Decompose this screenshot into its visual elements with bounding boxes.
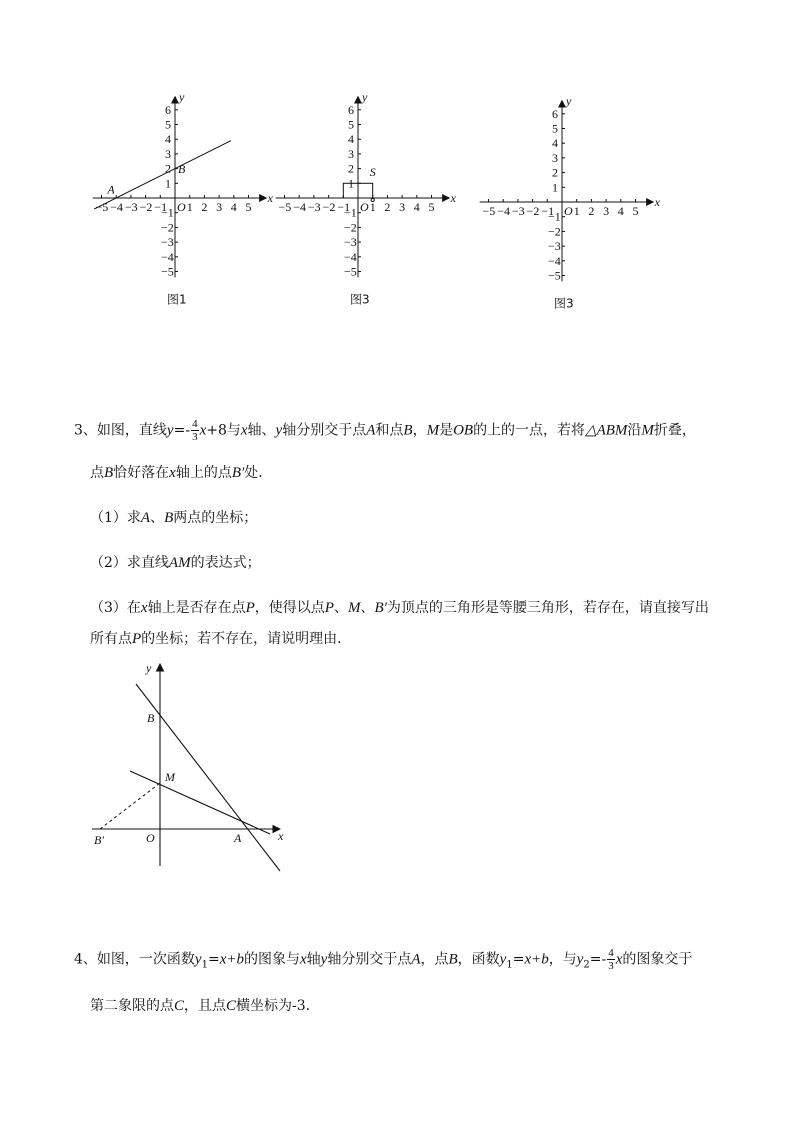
p4-sub2: 2 [583, 959, 590, 971]
y-tick-label: −2 [161, 220, 174, 235]
p3-point-m-2: M [641, 422, 654, 439]
y-tick-label: 6 [552, 106, 558, 121]
p3-x-var: x [199, 422, 207, 439]
y-tick-label: 1 [552, 180, 558, 195]
top-figures [0, 0, 794, 320]
fig-line-am [130, 771, 270, 834]
p4-frac-num: 4 [608, 947, 614, 959]
figure-caption: 图3 [350, 292, 370, 307]
p3-fraction [191, 418, 199, 443]
problem4-line2 [90, 995, 320, 1015]
p3-point-m: M [426, 422, 440, 439]
y-tick-label: −3 [344, 235, 357, 250]
graph-3 [480, 94, 661, 311]
p4-a: 4、如图，一次函数 [74, 951, 195, 968]
p3-intro-g: 是 [439, 422, 454, 439]
p4-l2-a: 第二象限的点 [90, 998, 174, 1014]
x-tick-label: −1 [337, 200, 351, 214]
x-tick-label: 3 [603, 204, 610, 218]
y-tick-label: 3 [348, 146, 354, 161]
problem3-question2 [90, 552, 261, 572]
y-tick-label: −4 [161, 249, 174, 264]
x-tick-label: −5 [95, 200, 109, 214]
problem3-line1 [74, 418, 696, 443]
x-tick-label: 4 [617, 204, 624, 218]
q3-m: M [347, 600, 361, 616]
p4-x: x [299, 951, 307, 968]
q3-p: P [245, 600, 255, 616]
q3-e: 、 [360, 600, 375, 616]
line-ab [94, 141, 231, 209]
p3-x-var-2: x [240, 422, 248, 439]
x-tick-label: 1 [186, 200, 193, 214]
p3-segment-ob: OB [453, 422, 474, 439]
p4-j: =- [589, 951, 607, 968]
fig-label-bprime: B′ [94, 833, 104, 847]
fig-label-b: B [147, 711, 155, 725]
q1-c: 两点的坐标； [173, 510, 258, 526]
fig-label-m: M [165, 770, 175, 784]
p4-point-c: C [174, 998, 185, 1014]
y-tick-label: −2 [344, 220, 357, 235]
x-tick-label: −5 [278, 200, 292, 214]
q3-l2-b: 的坐标；若不存在，请说明理由． [141, 631, 352, 647]
fig-dashed-bprime-m [100, 783, 160, 829]
y-tick-label: −5 [548, 268, 561, 283]
x-tick-label: 1 [573, 204, 580, 218]
p3-triangle: △ABM [585, 422, 628, 439]
p4-point-b: B [448, 951, 458, 968]
y-tick-label: 4 [552, 136, 558, 151]
p3-l2-x: x [169, 465, 176, 481]
x-tick-label: 4 [413, 200, 420, 214]
x-tick-label: 2 [384, 200, 391, 214]
p3-intro-i: 沿 [627, 422, 642, 439]
q3-l2-a: 所有点 [90, 631, 132, 647]
fig-label-x: x [278, 829, 284, 843]
x-tick-label: −2 [526, 204, 540, 218]
y-tick-label: 4 [348, 132, 354, 147]
y-tick-label: 6 [165, 102, 171, 117]
origin-label: O [564, 204, 573, 218]
x-tick-label: 3 [216, 200, 223, 214]
p4-l2-b: ，且点 [184, 998, 227, 1014]
problem3-question3-line2 [90, 628, 351, 648]
x-axis-label: x [654, 195, 660, 209]
p4-point-c2: C [226, 998, 237, 1014]
p4-h: = [512, 951, 525, 968]
y-tick-label: 5 [552, 121, 558, 136]
point-b-label: B [177, 162, 186, 177]
p4-f: ，点 [420, 951, 449, 968]
p4-c: 的图象与 [243, 951, 300, 968]
y-tick-label: 5 [165, 117, 171, 132]
y-tick-label: 3 [552, 150, 558, 165]
p3-y-var: y [166, 422, 174, 439]
p4-y1: y [194, 951, 202, 968]
x-tick-label: 4 [230, 200, 237, 214]
y-tick-label: 4 [165, 132, 171, 147]
x-tick-label: −4 [293, 200, 306, 214]
p3-l2-b-point: B [104, 465, 114, 481]
y-tick-label: −4 [344, 249, 357, 264]
p3-intro-j: 折叠， [653, 422, 696, 439]
fig-line-ab [136, 684, 280, 871]
y-tick-label: −1 [161, 205, 174, 220]
p3-intro-f: ， [412, 422, 427, 439]
q3-bprime: B′ [374, 600, 387, 616]
p3-y-var-2: y [275, 422, 283, 439]
q3-c: ，使得以点 [254, 600, 325, 616]
y-tick-label: −4 [548, 253, 561, 268]
p4-point-a: A [411, 951, 421, 968]
p4-xb2: x+b [524, 951, 549, 968]
y-axis-label: y [362, 89, 368, 104]
q3-l2-p: P [132, 631, 142, 647]
x-tick-label: 5 [428, 200, 435, 214]
y-tick-label: 2 [552, 165, 558, 180]
p3-intro-h: 的上的一点，若将 [473, 422, 586, 439]
p3-eq-b: +8 [206, 422, 227, 439]
x-tick-label: 5 [245, 200, 252, 214]
y-tick-label: −2 [548, 224, 561, 239]
p4-i: ，与 [548, 951, 577, 968]
p3-eq-a: =- [173, 422, 191, 439]
p3-frac-num: 4 [192, 418, 198, 430]
fig-label-y: y [146, 661, 152, 675]
problem4-line1 [74, 947, 692, 972]
point-a-label: A [107, 182, 115, 197]
origin-label: O [360, 200, 369, 214]
x-tick-label: −3 [124, 200, 138, 214]
p4-y: y [320, 951, 328, 968]
p3-intro-b: 与 [226, 422, 241, 439]
q3-a: （3）在 [90, 600, 141, 616]
x-tick-label: −2 [139, 200, 153, 214]
p3-l2-c: 轴上的点 [175, 465, 232, 481]
p4-g: ，函数 [457, 951, 500, 968]
problem3-question1 [90, 507, 257, 527]
x-tick-label: 1 [369, 200, 376, 214]
p4-sub1: 1 [201, 959, 208, 971]
x-tick-label: 2 [201, 200, 208, 214]
p3-intro-e: 和点 [375, 422, 404, 439]
figure-caption: 图3 [554, 296, 574, 311]
q1-a: （1）求 [90, 510, 141, 526]
p4-x2: x [615, 951, 623, 968]
x-axis-label: x [267, 191, 273, 205]
figure-caption: 图1 [167, 292, 187, 307]
y-tick-label: 2 [348, 161, 354, 176]
x-tick-label: 3 [399, 200, 406, 214]
x-tick-label: −1 [154, 200, 168, 214]
y-tick-label: −1 [548, 209, 561, 224]
x-tick-label: −2 [322, 200, 336, 214]
p4-k: 的图象交于 [622, 951, 693, 968]
q3-x: x [140, 600, 148, 616]
y-tick-label: 5 [348, 117, 354, 132]
y-tick-label: −3 [548, 239, 561, 254]
p3-point-a: A [366, 422, 376, 439]
q1-b: 、 [150, 510, 165, 526]
graph-2 [276, 90, 457, 307]
y-axis-label: y [566, 93, 572, 108]
problem3-figure [80, 656, 300, 876]
p4-d: 轴 [306, 951, 321, 968]
x-axis-label: x [450, 191, 456, 205]
p4-e: 轴分别交于点 [327, 951, 412, 968]
p4-y2: y [576, 951, 584, 968]
p3-intro-c: 轴、 [247, 422, 276, 439]
y-tick-label: 6 [348, 102, 354, 117]
fig-label-a: A [234, 831, 242, 845]
p3-l2-d: 处． [244, 465, 273, 481]
p4-xb: x+b [219, 951, 244, 968]
y-tick-label: 3 [165, 146, 171, 161]
q1-point-b: B [164, 510, 174, 526]
q3-d: 、 [333, 600, 348, 616]
x-tick-label: −4 [497, 204, 510, 218]
point-s-label: S [369, 164, 376, 179]
problem3-line2 [90, 462, 272, 482]
origin-label: O [177, 200, 186, 214]
x-tick-label: −1 [541, 204, 555, 218]
fig-label-o: O [146, 831, 155, 845]
p4-y1b: y [499, 951, 507, 968]
x-tick-label: −3 [511, 204, 525, 218]
q2-b: 的表达式； [190, 555, 261, 571]
p4-sub1b: 1 [506, 959, 513, 971]
p3-intro-d: 轴分别交于点 [282, 422, 367, 439]
q3-p2: P [324, 600, 334, 616]
q1-point-a: A [140, 510, 151, 526]
x-tick-label: 2 [588, 204, 595, 218]
x-tick-label: −4 [110, 200, 123, 214]
p3-intro-a: 3、如图，直线 [74, 422, 167, 439]
p4-l2-c: 横坐标为-3． [236, 998, 320, 1014]
y-tick-label: −3 [161, 235, 174, 250]
y-tick-label: −5 [161, 264, 174, 279]
graph-1 [93, 90, 274, 307]
q2-am: AM [168, 555, 191, 571]
y-tick-label: −5 [344, 264, 357, 279]
x-tick-label: −3 [307, 200, 321, 214]
p4-frac-den: 3 [608, 960, 614, 972]
p4-fraction [607, 947, 615, 972]
y-tick-label: −1 [344, 205, 357, 220]
y-tick-label: 1 [348, 176, 354, 191]
q3-f: 为顶点的三角形是等腰三角形，若存在，请直接写出 [386, 600, 709, 616]
q2-a: （2）求直线 [90, 555, 169, 571]
p4-b: = [207, 951, 220, 968]
x-tick-label: −5 [482, 204, 496, 218]
y-tick-label: 2 [165, 161, 171, 176]
p3-point-b: B [403, 422, 413, 439]
p3-frac-den: 3 [192, 431, 198, 443]
p3-l2-b: 恰好落在 [113, 465, 170, 481]
y-axis-label: y [179, 89, 185, 104]
problem3-question3 [90, 597, 709, 617]
p3-l2-bprime: B′ [231, 465, 245, 481]
p3-l2-a: 点 [90, 465, 104, 481]
x-tick-label: 5 [632, 204, 639, 218]
q3-b: 轴上是否存在点 [147, 600, 246, 616]
y-tick-label: 1 [165, 176, 171, 191]
